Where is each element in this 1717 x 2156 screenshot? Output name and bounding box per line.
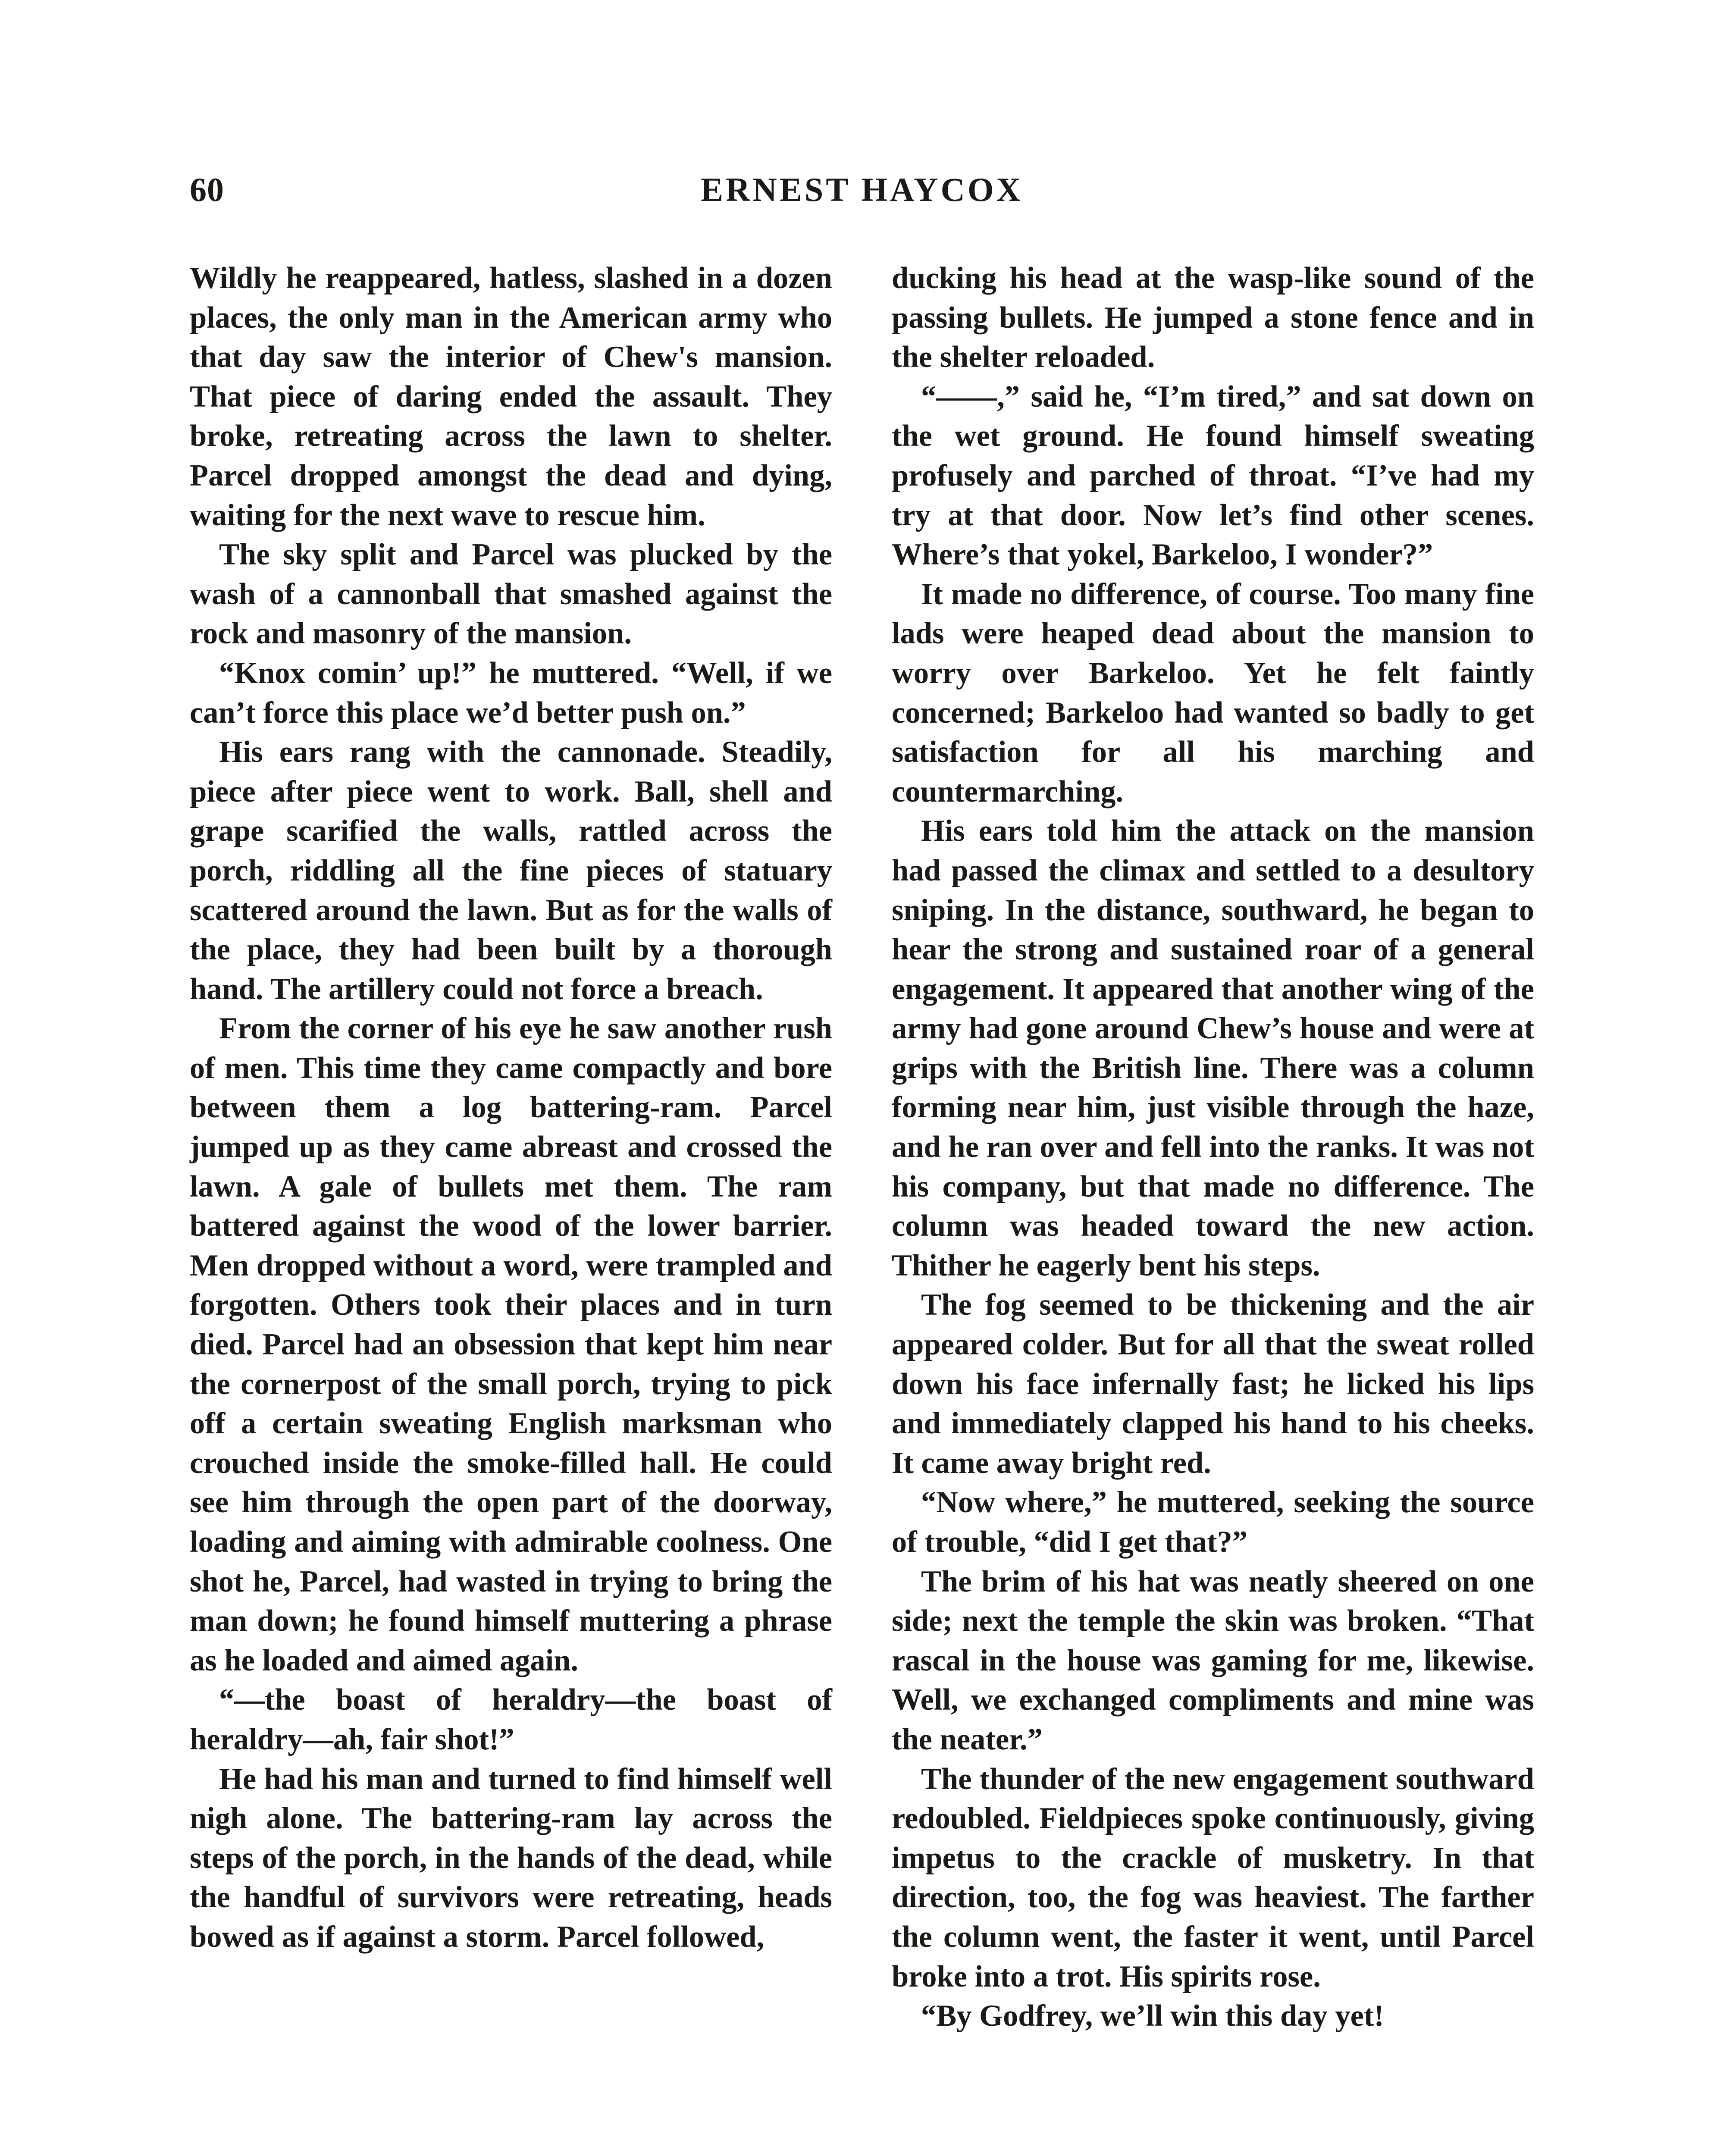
left-column bbox=[190, 259, 832, 1957]
paragraph: The sky split and Parcel was plucked by the wash of a cannonball that smashed against the rock and masonry of the mansion. bbox=[190, 538, 832, 651]
right-column bbox=[892, 259, 1534, 2036]
paragraph: The fog seemed to be thickening and the air appeared colder. But for all that the sweat rolled down his face infernally fast; he licked his lips and immediately clapped his hand to his cheeks. It came away bright red. bbox=[892, 1288, 1534, 1480]
paragraph: “——,” said he, “I’m tired,” and sat down on the wet ground. He found himself sweating profusely and parched of throat. “I’ve had my try at that door. Now let’s find other scenes. Where’s that yokel, Barkeloo, I wonder?” bbox=[892, 379, 1534, 572]
paragraph: He had his man and turned to find himself well nigh alone. The battering-ram lay across the steps of the porch, in the hands of the dead, while the handful of survivors were retreating, heads bowed as if against a storm. Parcel followed, bbox=[190, 1762, 832, 1954]
text-columns bbox=[190, 259, 1534, 2156]
page-header bbox=[190, 170, 1534, 213]
paragraph: It made no difference, of course. Too many fine lads were heaped dead about the mansion to worry over Barkeloo. Yet he felt faintly concerned; Barkeloo had wanted so badly to get satisfaction for all his marching and countermarching. bbox=[892, 577, 1534, 808]
paragraph: Wildly he reappeared, hatless, slashed in a dozen places, the only man in the American army who that day saw the interior of Chew's mansion. That piece of daring ended the assault. They broke, retreating across the lawn to shelter. Parcel dropped amongst the dead and dying, waiting for the next wave to rescue him. bbox=[190, 261, 832, 532]
paragraph: “Knox comin’ up!” he muttered. “Well, if we can’t force this place we’d better push on.” bbox=[190, 656, 832, 730]
paragraph: “Now where,” he muttered, seeking the source of trouble, “did I get that?” bbox=[892, 1485, 1534, 1559]
running-head: ERNEST HAYCOX bbox=[701, 171, 1023, 208]
paragraph: ducking his head at the wasp-like sound of the passing bullets. He jumped a stone fence and in the shelter reloaded. bbox=[892, 261, 1534, 374]
paragraph: The brim of his hat was neatly sheered on one side; next the temple the skin was broken. “That rascal in the house was gaming for me, likewise. Well, we exchanged compliments and mine was the neater.” bbox=[892, 1564, 1534, 1756]
paragraph: His ears rang with the cannonade. Steadily, piece after piece went to work. Ball, shell and grape scarified the walls, rattled across the porch, riddling all the fine pieces of statuary scattered around the lawn. But as for the walls of the place, they had been built by a thorough hand. The artillery could not force a breach. bbox=[190, 735, 832, 1006]
paragraph: From the corner of his eye he saw another rush of men. This time they came compactly and bore between them a log battering-ram. Parcel jumped up as they came abreast and crossed the lawn. A gale of bullets met them. The ram battered against the wood of the lower barrier. Men dropped without a word, were trampled and forgotten. Others took their places and in turn died. Parcel had an obsession that kept him near the cornerpost of the small porch, trying to pick off a certain sweating English marksman who crouched inside the smoke-filled hall. He could see him through the open part of the doorway, loading and aiming with admirable coolness. One shot he, Parcel, had wasted in trying to bring the man down; he found himself muttering a phrase as he loaded and aimed again. bbox=[190, 1012, 832, 1677]
page-number: 60 bbox=[190, 171, 224, 208]
paragraph: “By Godfrey, we’ll win this day yet! bbox=[921, 1999, 1384, 2033]
paragraph: “—the boast of heraldry—the boast of heraldry—ah, fair shot!” bbox=[190, 1683, 832, 1756]
paragraph: The thunder of the new engagement southward redoubled. Fieldpieces spoke continuously, giving impetus to the crackle of musketry. In that direction, too, the fog was heaviest. The farther the column went, the faster it went, until Parcel broke into a trot. His spirits rose. bbox=[892, 1762, 1534, 1993]
paragraph: His ears told him the attack on the mansion had passed the climax and settled to a desultory sniping. In the distance, southward, he began to hear the strong and sustained roar of a general engagement. It appeared that another wing of the army had gone around Chew’s house and were at grips with the British line. There was a column forming near him, just visible through the haze, and he ran over and fell into the ranks. It was not his company, but that made no difference. The column was headed toward the new action. Thither he eagerly bent his steps. bbox=[892, 814, 1534, 1282]
